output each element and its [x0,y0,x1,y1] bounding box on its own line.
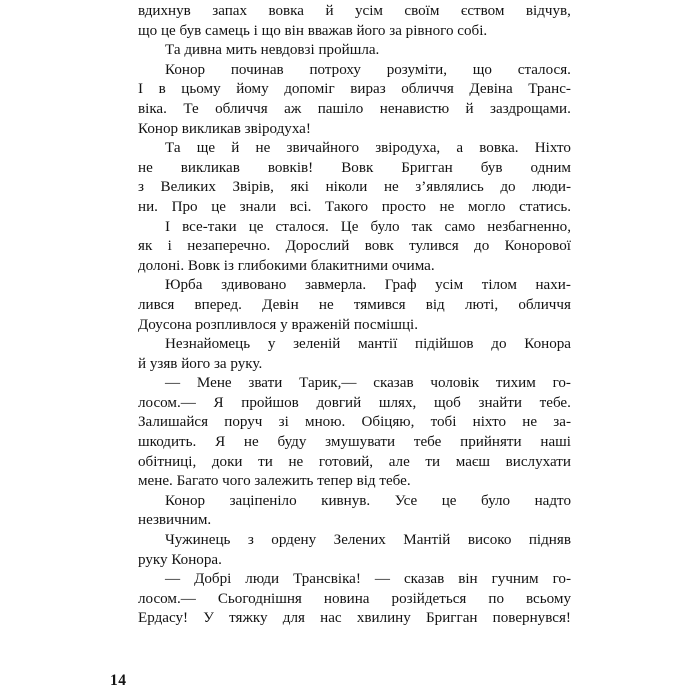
text-word: не [288,453,304,470]
text-word: повернувся! [492,610,571,627]
text-word: обличчя [215,100,268,117]
text-word: у [267,336,276,353]
text-word: обличчя [401,81,454,98]
text-word: тихим [495,375,536,392]
text-word: тямився [353,296,406,313]
text-word: вираз [350,81,386,98]
text-word: го- [552,571,571,588]
text-word: У [203,610,214,627]
text-line [138,590,571,610]
text-word: готовий, [318,453,374,470]
text-word: не [138,159,153,176]
text-word: пройшов [241,394,299,411]
text-word: Бригган [401,159,453,176]
text-word: до [474,238,490,255]
text-word: поруч [224,414,263,431]
text-word: з [138,179,144,196]
text-word: наші [540,434,571,451]
text-word: Ніхто [534,140,571,157]
text-word: своїм [404,3,440,19]
text-word: тебе [413,434,442,451]
text-line [138,276,571,296]
text-word: незбагненно, [487,218,571,235]
text-word: звичайного [286,140,360,157]
text-word: довгий [316,394,362,411]
text-word: нас [320,610,342,627]
text-word: І [165,218,171,235]
text-word: Залишайся [138,414,209,431]
text-word: Мантій [403,532,451,549]
text-word: від [425,296,445,313]
text-word: щоб [433,394,461,411]
text-word: єством [460,3,505,19]
text-word: сталося. [517,61,571,78]
text-word: зеленій [293,336,341,353]
text-word: сказав [373,375,414,392]
text-line: мене. Багато чого залежить тепер від тебе. [138,473,411,490]
text-word: Про [171,198,198,215]
text-line: що це був самець і що він вважав його за рівного собі. [138,22,488,39]
text-word: ти [425,453,441,470]
text-word: чоловік [430,375,480,392]
text-word: вовків! [267,159,314,176]
text-word: статись. [519,198,571,215]
text-word: тяжку [229,610,268,627]
text-word: до [500,179,516,196]
text-word: завмерла. [304,277,367,294]
text-word: Конора [524,336,571,353]
text-line [138,296,571,316]
text-word: люди [245,571,280,588]
page-text-body [138,2,571,629]
text-word: лився [138,296,175,313]
text-word: і [167,238,172,255]
text-word: вперед. [194,296,242,313]
text-word: вовка [268,3,304,19]
text-word: гучним [491,571,539,588]
text-word: тобі [430,414,457,431]
text-word: ни. [138,198,158,215]
text-word: ніколи [325,179,368,196]
text-word: Зелених [333,532,386,549]
text-line [138,335,571,355]
text-word: Юрба [165,277,203,294]
text-word: змушувати [325,434,396,451]
text-line: долоні. Вовк із глибокими блакитними очима. [138,257,435,274]
text-word: не [318,296,334,313]
text-word: Тарик,— [299,375,357,392]
text-word: тебе. [539,394,571,411]
text-word: за- [553,414,571,431]
text-word: новина [323,590,370,607]
text-line: незвичним. [138,512,212,529]
text-word: хвилину [356,610,411,627]
text-word: мною. [305,414,346,431]
text-word: усім [354,3,383,19]
text-word: Чужинець [165,532,231,549]
text-word: Я [213,394,224,411]
text-word: віка. [138,100,167,117]
text-word: — [374,571,390,588]
text-line: й узяв його за руку. [138,355,263,372]
text-word: мантії [358,336,398,353]
text-word: все-таки [182,218,237,235]
text-word: прийняти [460,434,522,451]
text-word: одним [530,159,571,176]
text-line [138,413,571,433]
text-word: аж [284,100,302,117]
text-word: а [456,140,464,157]
text-line: Доусона розпливлося у враженій посмішці. [138,316,419,333]
text-word: Великих [160,179,216,196]
text-word: незаперечно. [187,238,271,255]
text-word: лосом.— [138,394,196,411]
text-word: Добрі [194,571,232,588]
text-word: знали [239,198,277,215]
text-word: в [158,81,166,98]
text-word: само [444,218,476,235]
text-word: Конор [165,61,206,78]
text-line [138,570,571,590]
text-word: — [165,375,181,392]
text-word: це [441,492,457,509]
text-line [138,139,571,159]
text-word: але [388,453,410,470]
text-line [138,492,571,512]
text-word: й [465,100,474,117]
text-word: здивовано [221,277,287,294]
text-line [138,453,571,473]
text-word: вислухати [505,453,571,470]
text-word: запах [212,3,248,19]
text-word: що [472,61,492,78]
text-word: ніхто [472,414,507,431]
text-word: з [247,532,254,549]
text-word: Обіцяю, [361,414,415,431]
text-line [138,80,571,100]
text-word: го- [552,375,571,392]
text-word: не [439,198,455,215]
text-word: був [480,159,503,176]
text-word: так [411,218,433,235]
text-word: тулився [409,238,459,255]
text-word: ненавистю [379,100,450,117]
text-word: — [165,571,181,588]
text-word: буду [277,434,307,451]
text-word: підійшов [415,336,474,353]
text-line [138,198,571,218]
text-word: вовка. [479,140,519,157]
text-word: Такого [325,198,369,215]
text-word: Мене [196,375,232,392]
text-word: вовк [364,238,394,255]
text-word: Конорової [504,238,571,255]
text-word: звати [248,375,283,392]
text-word: Ердасу! [138,610,189,627]
text-word: усім [435,277,464,294]
text-line [138,609,571,629]
text-word: Девіна [469,81,513,98]
text-word: Та [165,140,181,157]
text-word: Усе [394,492,418,509]
text-word: розійдеться [391,590,467,607]
text-word: сказав [403,571,445,588]
text-line [138,159,571,179]
text-word: ти [258,453,273,470]
text-word: ще [196,140,216,157]
text-word: не [255,140,271,157]
text-word: Девін [262,296,299,313]
text-word: Я [215,434,226,451]
text-line [138,218,571,238]
text-line: руку Конора. [138,551,222,568]
text-word: сталося. [275,218,329,235]
text-word: відчув, [525,3,571,19]
text-line: Конор викликав звіродуха! [138,120,311,137]
text-word: Транс- [528,81,571,98]
text-word: йому [236,81,269,98]
text-word: для [282,610,305,627]
text-word: звіродуха, [375,140,441,157]
text-word: всі. [289,198,312,215]
text-word: Звірів, [232,179,274,196]
text-line [138,100,571,120]
text-word: пашіло [317,100,364,117]
text-word: й [325,3,334,19]
text-word: Трансвіка! [293,571,361,588]
text-word: по [488,590,504,607]
text-word: було [481,492,511,509]
text-word: нахи- [535,277,571,294]
text-word: вдихнув [138,3,191,19]
text-line [138,178,571,198]
text-word: кивнув. [321,492,371,509]
text-line [138,2,571,22]
text-word: Незнайомець [165,336,251,353]
text-line [138,374,571,394]
text-word: обличчя [518,296,571,313]
text-word: І [138,81,144,98]
text-line: Та дивна мить невдовзі пройшла. [165,42,380,59]
text-line [138,61,571,81]
text-line [138,531,571,551]
text-word: не [522,414,538,431]
text-word: зі [278,414,289,431]
text-word: потроху [309,61,361,78]
text-word: ордену [271,532,317,549]
text-word: заціпеніло [229,492,297,509]
text-word: цьому [181,81,221,98]
text-word: це [248,218,264,235]
text-word: всьому [526,590,571,607]
text-word: було [370,218,400,235]
text-line [138,433,571,453]
text-word: просто [381,198,426,215]
text-word: не [383,179,399,196]
text-word: допоміг [284,81,335,98]
text-word: Конор [165,492,206,509]
text-word: Бригган [426,610,478,627]
text-word: могло [467,198,506,215]
text-word: тілом [481,277,517,294]
text-word: шлях, [378,394,417,411]
text-word: лосом.— [138,590,196,607]
text-word: підняв [528,532,571,549]
text-word: маєш [455,453,490,470]
text-word: як [138,238,153,255]
text-word: до [491,336,507,353]
text-word: заздрощами. [490,100,571,117]
text-word: з’являлись [415,179,484,196]
text-word: Те [183,100,199,117]
text-word: розуміти, [386,61,447,78]
page-number: 14 [110,672,127,689]
text-word: не [243,434,259,451]
text-word: які [290,179,310,196]
text-word: починав [230,61,284,78]
text-word: люті, [464,296,499,313]
text-word: Дорослий [285,238,350,255]
text-word: надто [534,492,571,509]
text-word: люди- [532,179,571,196]
text-word: Сьогоднішня [217,590,302,607]
text-word: знайти [478,394,522,411]
text-word: доки [211,453,243,470]
text-word: високо [467,532,512,549]
text-line [138,394,571,414]
text-word: шкодить. [138,434,197,451]
text-word: Це [340,218,359,235]
text-word: обітниці, [138,453,197,470]
text-word: викликав [180,159,240,176]
text-word: Граф [384,277,417,294]
text-word: Вовк [341,159,374,176]
text-word: й [231,140,240,157]
text-line [138,237,571,257]
text-word: він [458,571,478,588]
text-word: це [211,198,226,215]
